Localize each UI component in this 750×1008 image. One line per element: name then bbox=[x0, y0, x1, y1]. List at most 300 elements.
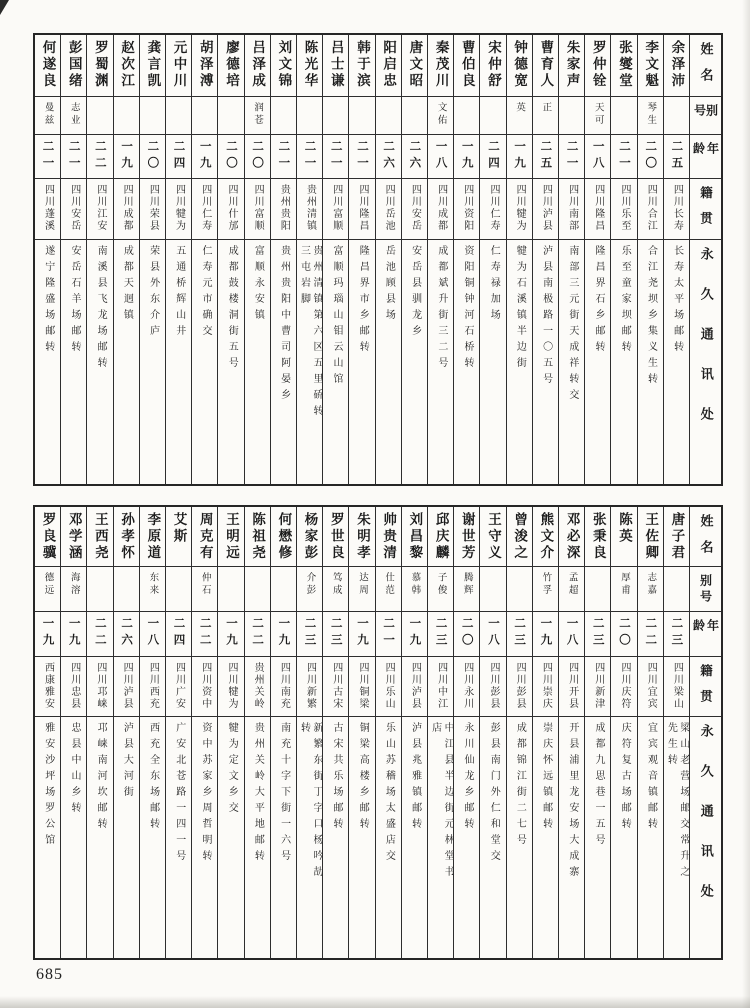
age-cell bbox=[140, 135, 165, 179]
origin-cell-text: 贵州贵阳 bbox=[278, 184, 290, 232]
age-cell-text: 一八 bbox=[146, 617, 159, 650]
person-column bbox=[35, 507, 60, 958]
name-cell-text: 阳启忠 bbox=[381, 40, 397, 90]
header-age-label-text: 年龄 bbox=[691, 142, 720, 161]
address-cell-text: 泸县兆雅镇邮转 bbox=[409, 722, 421, 834]
origin-cell bbox=[533, 179, 558, 240]
address-cell-text: 成都锦江街二七号 bbox=[514, 722, 526, 850]
name-cell-text: 朱明孝 bbox=[354, 512, 370, 562]
alias-cell-text: 德远 bbox=[42, 572, 53, 597]
name-cell bbox=[480, 507, 505, 567]
origin-cell-text: 四川富顺 bbox=[252, 184, 264, 232]
age-cell-text: 二三 bbox=[513, 617, 526, 650]
age-cell-text: 二一 bbox=[303, 140, 316, 173]
origin-cell bbox=[61, 179, 86, 240]
header-address-label-text: 永久通讯处 bbox=[698, 247, 714, 447]
name-cell-text: 龚言凯 bbox=[145, 40, 161, 90]
age-cell-text: 二五 bbox=[670, 140, 683, 173]
age-cell bbox=[428, 612, 453, 657]
age-cell-text: 二〇 bbox=[617, 617, 630, 650]
person-column bbox=[191, 35, 217, 484]
address-cell-text: 中江县半边街元林堂书店 bbox=[429, 722, 454, 882]
name-cell bbox=[140, 507, 165, 567]
address-cell-text: 乐至童家坝邮转 bbox=[619, 245, 631, 357]
name-cell-text: 刘昌黎 bbox=[407, 512, 423, 562]
address-cell bbox=[664, 717, 689, 958]
origin-cell bbox=[87, 179, 112, 240]
address-cell bbox=[533, 717, 558, 958]
age-cell bbox=[454, 135, 479, 179]
name-cell-text: 艾斯 bbox=[171, 512, 187, 545]
person-column bbox=[113, 507, 139, 958]
age-cell bbox=[323, 135, 348, 179]
age-cell bbox=[638, 135, 663, 179]
origin-cell-text: 四川乐山 bbox=[383, 662, 395, 710]
address-cell bbox=[323, 240, 348, 484]
origin-cell-text: 四川合江 bbox=[645, 184, 657, 232]
age-cell bbox=[611, 612, 636, 657]
name-cell-text: 罗蜀渊 bbox=[92, 40, 108, 90]
address-cell bbox=[114, 240, 139, 484]
name-cell-text: 邓学涵 bbox=[66, 512, 82, 562]
alias-cell bbox=[507, 97, 532, 135]
origin-cell bbox=[559, 657, 584, 717]
alias-cell-text: 文佑 bbox=[435, 102, 446, 127]
person-column bbox=[506, 35, 532, 484]
name-cell bbox=[611, 35, 636, 97]
address-cell bbox=[664, 240, 689, 484]
person-column bbox=[217, 35, 243, 484]
alias-cell-text: 仲石 bbox=[199, 572, 210, 597]
address-cell bbox=[61, 240, 86, 484]
name-cell bbox=[61, 35, 86, 97]
origin-cell bbox=[166, 179, 191, 240]
alias-cell bbox=[454, 567, 479, 612]
address-cell bbox=[349, 240, 374, 484]
origin-cell-text: 四川犍为 bbox=[173, 184, 185, 232]
name-cell bbox=[87, 507, 112, 567]
alias-cell bbox=[140, 97, 165, 135]
address-cell bbox=[35, 717, 60, 958]
alias-cell bbox=[192, 567, 217, 612]
person-column bbox=[427, 35, 453, 484]
age-cell-text: 二五 bbox=[539, 140, 552, 173]
address-cell-text: 资中苏家乡周哲明转 bbox=[199, 722, 211, 866]
address-cell-text: 庆符复古场邮转 bbox=[619, 722, 631, 834]
origin-cell-text: 西康雅安 bbox=[42, 662, 54, 710]
address-cell-text: 富顺永安镇 bbox=[252, 245, 264, 325]
age-cell-text: 二一 bbox=[329, 140, 342, 173]
person-column bbox=[191, 507, 217, 958]
address-cell bbox=[376, 717, 401, 958]
address-cell bbox=[559, 240, 584, 484]
age-cell bbox=[61, 612, 86, 657]
alias-cell bbox=[507, 567, 532, 612]
origin-cell-text: 四川铜梁 bbox=[356, 662, 368, 710]
person-column bbox=[244, 35, 270, 484]
address-cell-text: 成都斌升街三二号 bbox=[435, 245, 447, 373]
origin-cell bbox=[114, 179, 139, 240]
name-cell-text: 邱庆麟 bbox=[433, 512, 449, 562]
age-cell-text: 二三 bbox=[591, 617, 604, 650]
person-column bbox=[532, 507, 558, 958]
address-cell-text: 古宋共乐场邮转 bbox=[331, 722, 342, 834]
address-cell bbox=[480, 240, 505, 484]
age-cell-text: 二三 bbox=[303, 617, 316, 650]
alias-cell-text: 笃成 bbox=[330, 572, 341, 597]
age-cell-text: 一八 bbox=[434, 140, 447, 173]
origin-cell bbox=[323, 179, 348, 240]
alias-cell bbox=[638, 567, 663, 612]
name-cell-text: 唐子君 bbox=[669, 512, 685, 562]
alias-cell bbox=[61, 567, 86, 612]
address-cell bbox=[611, 240, 636, 484]
alias-cell bbox=[218, 567, 243, 612]
age-cell-text: 一九 bbox=[224, 617, 237, 650]
person-column bbox=[165, 35, 191, 484]
header-column bbox=[689, 507, 721, 958]
age-cell-text: 一九 bbox=[41, 617, 54, 650]
age-cell-text: 一九 bbox=[408, 617, 421, 650]
name-cell-text: 元中川 bbox=[171, 40, 187, 90]
name-cell bbox=[297, 35, 322, 97]
age-cell bbox=[166, 612, 191, 657]
header-name-label-text: 姓名 bbox=[698, 514, 714, 566]
age-cell-text: 二六 bbox=[408, 140, 421, 173]
address-cell bbox=[323, 717, 348, 958]
alias-cell-text: 厚甫 bbox=[618, 572, 629, 597]
address-cell bbox=[454, 240, 479, 484]
origin-cell bbox=[140, 657, 165, 717]
origin-cell-text: 四川南部 bbox=[566, 184, 578, 232]
address-cell-text: 梁山老营场邮交常升之先生转 bbox=[665, 722, 689, 882]
alias-cell bbox=[35, 567, 60, 612]
person-column bbox=[348, 507, 374, 958]
alias-cell-text: 介彭 bbox=[304, 572, 315, 597]
name-cell-text: 李原道 bbox=[145, 512, 161, 562]
name-cell-text: 帅贵清 bbox=[381, 512, 397, 562]
age-cell bbox=[349, 612, 374, 657]
origin-cell bbox=[349, 179, 374, 240]
age-cell bbox=[245, 612, 270, 657]
name-cell bbox=[585, 507, 610, 567]
address-cell-text: 仁寿元市确交 bbox=[199, 245, 211, 341]
person-column bbox=[244, 507, 270, 958]
name-cell-text: 秦茂川 bbox=[433, 40, 449, 90]
origin-cell bbox=[271, 657, 296, 717]
alias-cell-text: 竹孚 bbox=[540, 572, 551, 597]
name-cell-text: 杨家彭 bbox=[302, 512, 318, 562]
address-cell bbox=[87, 717, 112, 958]
origin-cell bbox=[87, 657, 112, 717]
age-cell-text: 二〇 bbox=[146, 140, 159, 173]
age-cell bbox=[271, 135, 296, 179]
age-cell bbox=[140, 612, 165, 657]
age-cell bbox=[638, 612, 663, 657]
age-cell bbox=[35, 135, 60, 179]
name-cell bbox=[376, 507, 401, 567]
address-cell-text: 铜梁高楼乡邮转 bbox=[357, 722, 369, 834]
age-cell bbox=[245, 135, 270, 179]
name-cell bbox=[664, 35, 689, 97]
address-cell bbox=[218, 717, 243, 958]
alias-cell bbox=[87, 97, 112, 135]
origin-cell-text: 四川成都 bbox=[435, 184, 447, 232]
name-cell-text: 廖德培 bbox=[223, 40, 239, 90]
address-cell bbox=[507, 240, 532, 484]
address-cell-text: 永川仙龙乡邮转 bbox=[462, 722, 474, 834]
origin-cell-text: 四川邛崃 bbox=[94, 662, 106, 710]
address-cell bbox=[428, 240, 453, 484]
origin-cell bbox=[507, 179, 532, 240]
address-cell bbox=[402, 717, 427, 958]
person-column bbox=[35, 35, 60, 484]
name-cell-text: 吕士谦 bbox=[328, 40, 344, 90]
name-cell bbox=[585, 35, 610, 97]
age-cell-text: 二一 bbox=[565, 140, 578, 173]
origin-cell bbox=[402, 179, 427, 240]
alias-cell bbox=[428, 97, 453, 135]
age-cell bbox=[61, 135, 86, 179]
alias-cell bbox=[428, 567, 453, 612]
address-cell bbox=[61, 717, 86, 958]
alias-cell bbox=[559, 567, 584, 612]
name-cell bbox=[559, 35, 584, 97]
origin-cell-text: 四川乐至 bbox=[618, 184, 630, 232]
name-cell bbox=[533, 507, 558, 567]
age-cell-text: 二〇 bbox=[251, 140, 264, 173]
age-cell-text: 二一 bbox=[277, 140, 290, 173]
address-cell-text: 泸县南极路一〇五号 bbox=[540, 245, 552, 389]
alias-cell bbox=[297, 567, 322, 612]
alias-cell bbox=[87, 567, 112, 612]
person-column bbox=[86, 35, 112, 484]
name-cell bbox=[114, 35, 139, 97]
name-cell-text: 赵次江 bbox=[119, 40, 135, 90]
origin-cell bbox=[271, 179, 296, 240]
origin-cell-text: 四川彭县 bbox=[514, 662, 526, 710]
address-cell-text: 贵州关岭大平地邮转 bbox=[252, 722, 264, 866]
origin-cell-text: 四川什邡 bbox=[225, 184, 237, 232]
address-cell-text: 贵州贵阳中曹司阿晏乡 bbox=[278, 245, 290, 405]
name-cell-text: 彭国绪 bbox=[66, 40, 82, 90]
origin-cell bbox=[245, 657, 270, 717]
header-origin-label bbox=[690, 657, 721, 717]
name-cell-text: 陈英 bbox=[616, 512, 632, 545]
alias-cell bbox=[402, 567, 427, 612]
address-cell-text: 广安北苍路一四一号 bbox=[173, 722, 185, 866]
address-cell bbox=[297, 717, 322, 958]
origin-cell-text: 四川古宋 bbox=[330, 662, 342, 710]
origin-cell bbox=[349, 657, 374, 717]
address-cell bbox=[585, 717, 610, 958]
address-cell bbox=[35, 240, 60, 484]
address-cell-text: 犍为石溪镇半边街 bbox=[514, 245, 526, 373]
origin-cell bbox=[664, 657, 689, 717]
age-cell bbox=[114, 612, 139, 657]
header-origin-label bbox=[690, 179, 721, 240]
name-cell bbox=[349, 35, 374, 97]
age-cell bbox=[192, 135, 217, 179]
name-cell bbox=[533, 35, 558, 97]
name-cell bbox=[87, 35, 112, 97]
name-cell-text: 何遂良 bbox=[40, 40, 56, 90]
alias-cell bbox=[454, 97, 479, 135]
name-cell bbox=[507, 507, 532, 567]
name-cell bbox=[428, 35, 453, 97]
name-cell bbox=[271, 507, 296, 567]
origin-cell-text: 四川南充 bbox=[278, 662, 290, 710]
origin-cell bbox=[61, 657, 86, 717]
age-cell bbox=[533, 612, 558, 657]
origin-cell-text: 四川隆昌 bbox=[356, 184, 368, 232]
name-cell bbox=[35, 507, 60, 567]
alias-cell bbox=[349, 97, 374, 135]
address-cell-text: 崇庆怀远镇邮转 bbox=[540, 722, 552, 834]
age-cell bbox=[271, 612, 296, 657]
age-cell-text: 一九 bbox=[355, 617, 368, 650]
origin-cell bbox=[35, 179, 60, 240]
name-cell-text: 何懋修 bbox=[276, 512, 292, 562]
origin-cell-text: 四川庆符 bbox=[618, 662, 630, 710]
name-cell bbox=[349, 507, 374, 567]
address-cell bbox=[454, 717, 479, 958]
person-column bbox=[532, 35, 558, 484]
address-cell bbox=[533, 240, 558, 484]
address-cell-text: 荣县外东介庐 bbox=[147, 245, 159, 341]
person-column bbox=[139, 507, 165, 958]
alias-cell-text: 子俊 bbox=[435, 572, 446, 597]
address-cell bbox=[114, 717, 139, 958]
origin-cell-text: 四川中江 bbox=[435, 662, 447, 710]
origin-cell-text: 四川泸县 bbox=[121, 662, 133, 710]
alias-cell bbox=[245, 567, 270, 612]
address-cell-text: 新繁东街丁字口杨吟劼转 bbox=[298, 722, 323, 882]
person-column bbox=[584, 35, 610, 484]
origin-cell-text: 四川安岳 bbox=[409, 184, 421, 232]
alias-cell-text: 达周 bbox=[356, 572, 367, 597]
header-name-label-text: 姓名 bbox=[698, 42, 714, 94]
age-cell bbox=[559, 135, 584, 179]
name-cell-text: 张燮堂 bbox=[616, 40, 632, 90]
age-cell-text: 二二 bbox=[93, 140, 106, 173]
address-cell-text: 西充全东场邮转 bbox=[147, 722, 159, 834]
alias-cell-text: 东来 bbox=[147, 572, 158, 597]
name-cell bbox=[140, 35, 165, 97]
age-cell-text: 二一 bbox=[355, 140, 368, 173]
origin-cell-text: 四川仁寿 bbox=[487, 184, 499, 232]
header-alias-label-text: 别号 bbox=[692, 104, 719, 120]
person-column bbox=[60, 507, 86, 958]
name-cell bbox=[507, 35, 532, 97]
age-cell bbox=[376, 135, 401, 179]
alias-cell bbox=[166, 567, 191, 612]
alias-cell-text: 英 bbox=[514, 102, 525, 115]
age-cell bbox=[297, 612, 322, 657]
person-column bbox=[663, 35, 689, 484]
age-cell bbox=[402, 135, 427, 179]
age-cell bbox=[454, 612, 479, 657]
address-cell-text: 南充十字下街一六号 bbox=[278, 722, 290, 866]
origin-cell-text: 四川崇庆 bbox=[540, 662, 552, 710]
person-column bbox=[348, 35, 374, 484]
address-cell-text: 乐山苏稽场太盛店交 bbox=[383, 722, 395, 866]
alias-cell-text: 志嘉 bbox=[645, 572, 656, 597]
name-cell-text: 罗仲铨 bbox=[590, 40, 606, 90]
name-cell-text: 胡泽溥 bbox=[197, 40, 213, 90]
address-cell-text: 合江尧坝乡集义生转 bbox=[645, 245, 657, 389]
address-cell-text: 南溪县飞龙场邮转 bbox=[95, 245, 107, 373]
address-cell bbox=[428, 717, 453, 958]
age-cell bbox=[507, 612, 532, 657]
origin-cell-text: 四川彭县 bbox=[487, 662, 499, 710]
age-cell-text: 二〇 bbox=[460, 617, 473, 650]
age-cell-text: 一八 bbox=[565, 617, 578, 650]
alias-cell-text: 孟超 bbox=[566, 572, 577, 597]
header-alias-label bbox=[690, 97, 721, 135]
origin-cell bbox=[245, 179, 270, 240]
address-cell bbox=[245, 717, 270, 958]
person-column bbox=[506, 507, 532, 958]
name-cell bbox=[323, 507, 348, 567]
origin-cell-text: 四川梁山 bbox=[671, 662, 683, 710]
age-cell-text: 二二 bbox=[644, 617, 657, 650]
name-cell-text: 罗良骥 bbox=[40, 512, 56, 562]
alias-cell bbox=[35, 97, 60, 135]
name-cell bbox=[192, 507, 217, 567]
origin-cell bbox=[585, 179, 610, 240]
age-cell bbox=[480, 135, 505, 179]
age-cell bbox=[480, 612, 505, 657]
address-cell-text: 犍为定文乡交 bbox=[226, 722, 238, 818]
alias-cell bbox=[140, 567, 165, 612]
alias-cell-text: 琴生 bbox=[645, 102, 656, 127]
header-origin-label-text: 籍贯 bbox=[698, 664, 713, 715]
origin-cell-text: 四川资中 bbox=[199, 662, 211, 710]
alias-cell bbox=[664, 97, 689, 135]
header-alias-label-text: 别号 bbox=[698, 574, 713, 606]
origin-cell-text: 四川新繁 bbox=[304, 662, 316, 710]
origin-cell bbox=[638, 179, 663, 240]
alias-cell bbox=[323, 97, 348, 135]
person-column bbox=[375, 35, 401, 484]
origin-cell bbox=[402, 657, 427, 717]
address-cell-text: 贵州清镇第六区五里硚转三屯岩脚 bbox=[298, 245, 323, 421]
person-column bbox=[113, 35, 139, 484]
address-cell-text: 隆昌界市乡邮转 bbox=[357, 245, 369, 357]
age-cell-text: 一九 bbox=[120, 140, 133, 173]
name-cell bbox=[192, 35, 217, 97]
origin-cell bbox=[454, 179, 479, 240]
name-cell-text: 邓必深 bbox=[564, 512, 580, 562]
name-cell-text: 李文魁 bbox=[643, 40, 659, 90]
origin-cell-text: 四川忠县 bbox=[68, 662, 80, 710]
address-cell-text: 五通桥辉山井 bbox=[173, 245, 185, 341]
person-column bbox=[610, 507, 636, 958]
alias-cell-text: 曼兹 bbox=[42, 102, 53, 127]
person-column bbox=[296, 35, 322, 484]
name-cell bbox=[35, 35, 60, 97]
age-cell-text: 二六 bbox=[382, 140, 395, 173]
origin-cell-text: 四川开县 bbox=[566, 662, 578, 710]
address-cell-text: 忠县中山乡转 bbox=[68, 722, 80, 818]
origin-cell-text: 四川广安 bbox=[173, 662, 185, 710]
alias-cell-text: 仕范 bbox=[383, 572, 394, 597]
name-cell bbox=[245, 35, 270, 97]
scan-corner-artifact bbox=[0, 0, 9, 15]
address-cell bbox=[271, 240, 296, 484]
origin-cell-text: 四川江安 bbox=[94, 184, 106, 232]
